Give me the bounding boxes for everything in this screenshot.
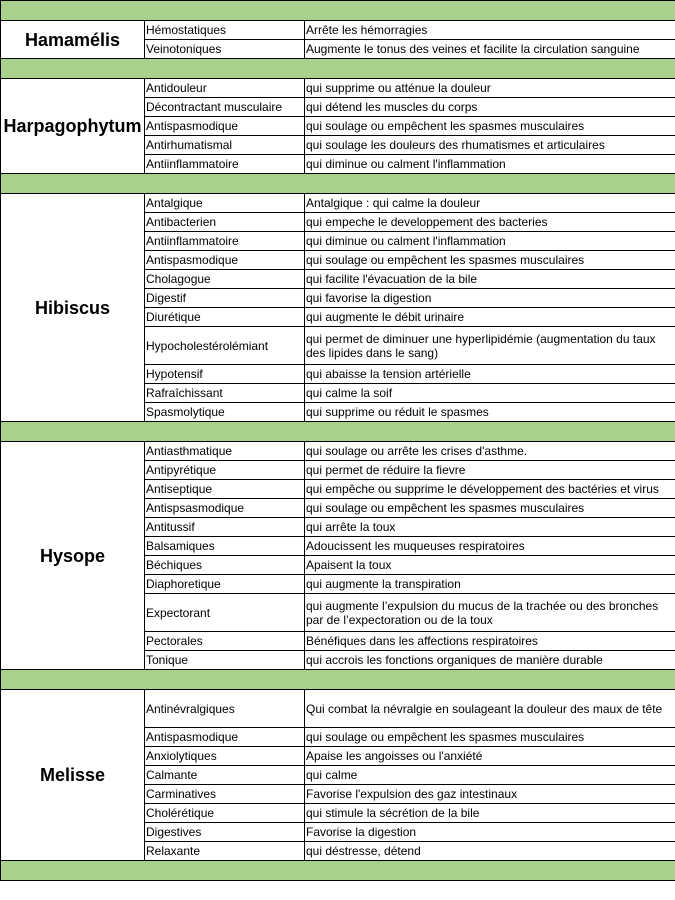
property-description: qui empêche ou supprime le développement des bactéries et virus [305,480,675,499]
property-description: qui permet de diminuer une hyperlipidémie (augmentation du taux des lipides dans le sang) [305,327,675,365]
table-row [1,690,675,728]
plant-name: Hibiscus [1,194,145,422]
property-name: Relaxante [145,842,305,861]
section-separator [1,59,675,79]
property-description: Favorise l'expulsion des gaz intestinaux [305,785,675,804]
property-description: qui accrois les fonctions organiques de manière durable [305,651,675,670]
property-name: Digestif [145,289,305,308]
property-name: Antispasmodique [145,117,305,136]
property-description: Arrête les hémorragies [305,21,675,40]
property-name: Rafraîchissant [145,384,305,403]
property-description: qui diminue ou calment l'inflammation [305,155,675,174]
property-description: qui soulage ou arrête les crises d'asthme. [305,442,675,461]
property-description: qui empeche le developpement des bacteries [305,213,675,232]
property-name: Digestives [145,823,305,842]
property-name: Antibacterien [145,213,305,232]
property-description: qui soulage ou empêchent les spasmes musculaires [305,499,675,518]
separator-cell [1,670,675,690]
property-description: Apaisent la toux [305,556,675,575]
property-description: qui soulage ou empêchent les spasmes musculaires [305,117,675,136]
property-name: Antispasmodique [145,251,305,270]
property-name: Calmante [145,766,305,785]
property-name: Antidouleur [145,79,305,98]
separator-cell [1,422,675,442]
property-name: Antiseptique [145,480,305,499]
table-body [1,1,675,881]
property-name: Antipyrétique [145,461,305,480]
property-description: Antalgique : qui calme la douleur [305,194,675,213]
property-name: Carminatives [145,785,305,804]
property-description: qui supprime ou réduit le spasmes [305,403,675,422]
property-description: qui permet de réduire la fievre [305,461,675,480]
property-name: Antalgique [145,194,305,213]
plant-name: Melisse [1,690,145,861]
property-description: qui abaisse la tension artérielle [305,365,675,384]
property-name: Diaphoretique [145,575,305,594]
property-name: Anxiolytiques [145,747,305,766]
plant-name: Hamamélis [1,21,145,59]
property-name: Cholérétique [145,804,305,823]
property-name: Hypotensif [145,365,305,384]
plant-name: Harpagophytum [1,79,145,174]
property-name: Antispasmodique [145,728,305,747]
table-row [1,442,675,461]
property-description: Bénéfiques dans les affections respiratoires [305,632,675,651]
property-description: qui détend les muscles du corps [305,98,675,117]
separator-cell [1,59,675,79]
property-name: Antiinflammatoire [145,232,305,251]
property-description: qui favorise la digestion [305,289,675,308]
property-description: Augmente le tonus des veines et facilite la circulation sanguine [305,40,675,59]
section-separator [1,1,675,21]
property-description: Apaise les angoisses ou l'anxiété [305,747,675,766]
property-name: Balsamiques [145,537,305,556]
property-description: qui diminue ou calment l'inflammation [305,232,675,251]
property-name: Veinotoniques [145,40,305,59]
property-name: Antirhumatismal [145,136,305,155]
property-description: qui supprime ou atténue la douleur [305,79,675,98]
property-description: qui soulage ou empêchent les spasmes musculaires [305,251,675,270]
separator-cell [1,174,675,194]
property-name: Antiasthmatique [145,442,305,461]
property-description: qui augmente la transpiration [305,575,675,594]
property-name: Diurétique [145,308,305,327]
section-separator [1,174,675,194]
property-name: Cholagogue [145,270,305,289]
property-name: Antispsasmodique [145,499,305,518]
separator-cell [1,861,675,881]
property-description: qui soulage les douleurs des rhumatismes et articulaires [305,136,675,155]
property-name: Spasmolytique [145,403,305,422]
section-separator [1,861,675,881]
property-description: qui stimule la sécrétion de la bile [305,804,675,823]
property-description: qui arrête la toux [305,518,675,537]
property-description: Qui combat la névralgie en soulageant la douleur des maux de tête [305,690,675,728]
property-name: Pectorales [145,632,305,651]
property-description: qui augmente l’expulsion du mucus de la trachée ou des bronches par de l’expectoration ou de la toux [305,594,675,632]
property-description: qui soulage ou empêchent les spasmes musculaires [305,728,675,747]
plant-name: Hysope [1,442,145,670]
table-row [1,21,675,40]
property-description: Favorise la digestion [305,823,675,842]
property-name: Hypocholestérolémiant [145,327,305,365]
property-name: Antiinflammatoire [145,155,305,174]
property-name: Hémostatiques [145,21,305,40]
property-description: qui déstresse, détend [305,842,675,861]
section-separator [1,422,675,442]
property-description: qui calme [305,766,675,785]
table-row [1,79,675,98]
property-name: Décontractant musculaire [145,98,305,117]
property-description: qui augmente le débit urinaire [305,308,675,327]
separator-cell [1,1,675,21]
property-description: qui calme la soif [305,384,675,403]
property-description: Adoucissent les muqueuses respiratoires [305,537,675,556]
table-row [1,194,675,213]
property-description: qui facilite l'évacuation de la bile [305,270,675,289]
property-name: Antinévralgiques [145,690,305,728]
property-name: Tonique [145,651,305,670]
section-separator [1,670,675,690]
property-name: Béchiques [145,556,305,575]
property-name: Antitussif [145,518,305,537]
property-name: Expectorant [145,594,305,632]
